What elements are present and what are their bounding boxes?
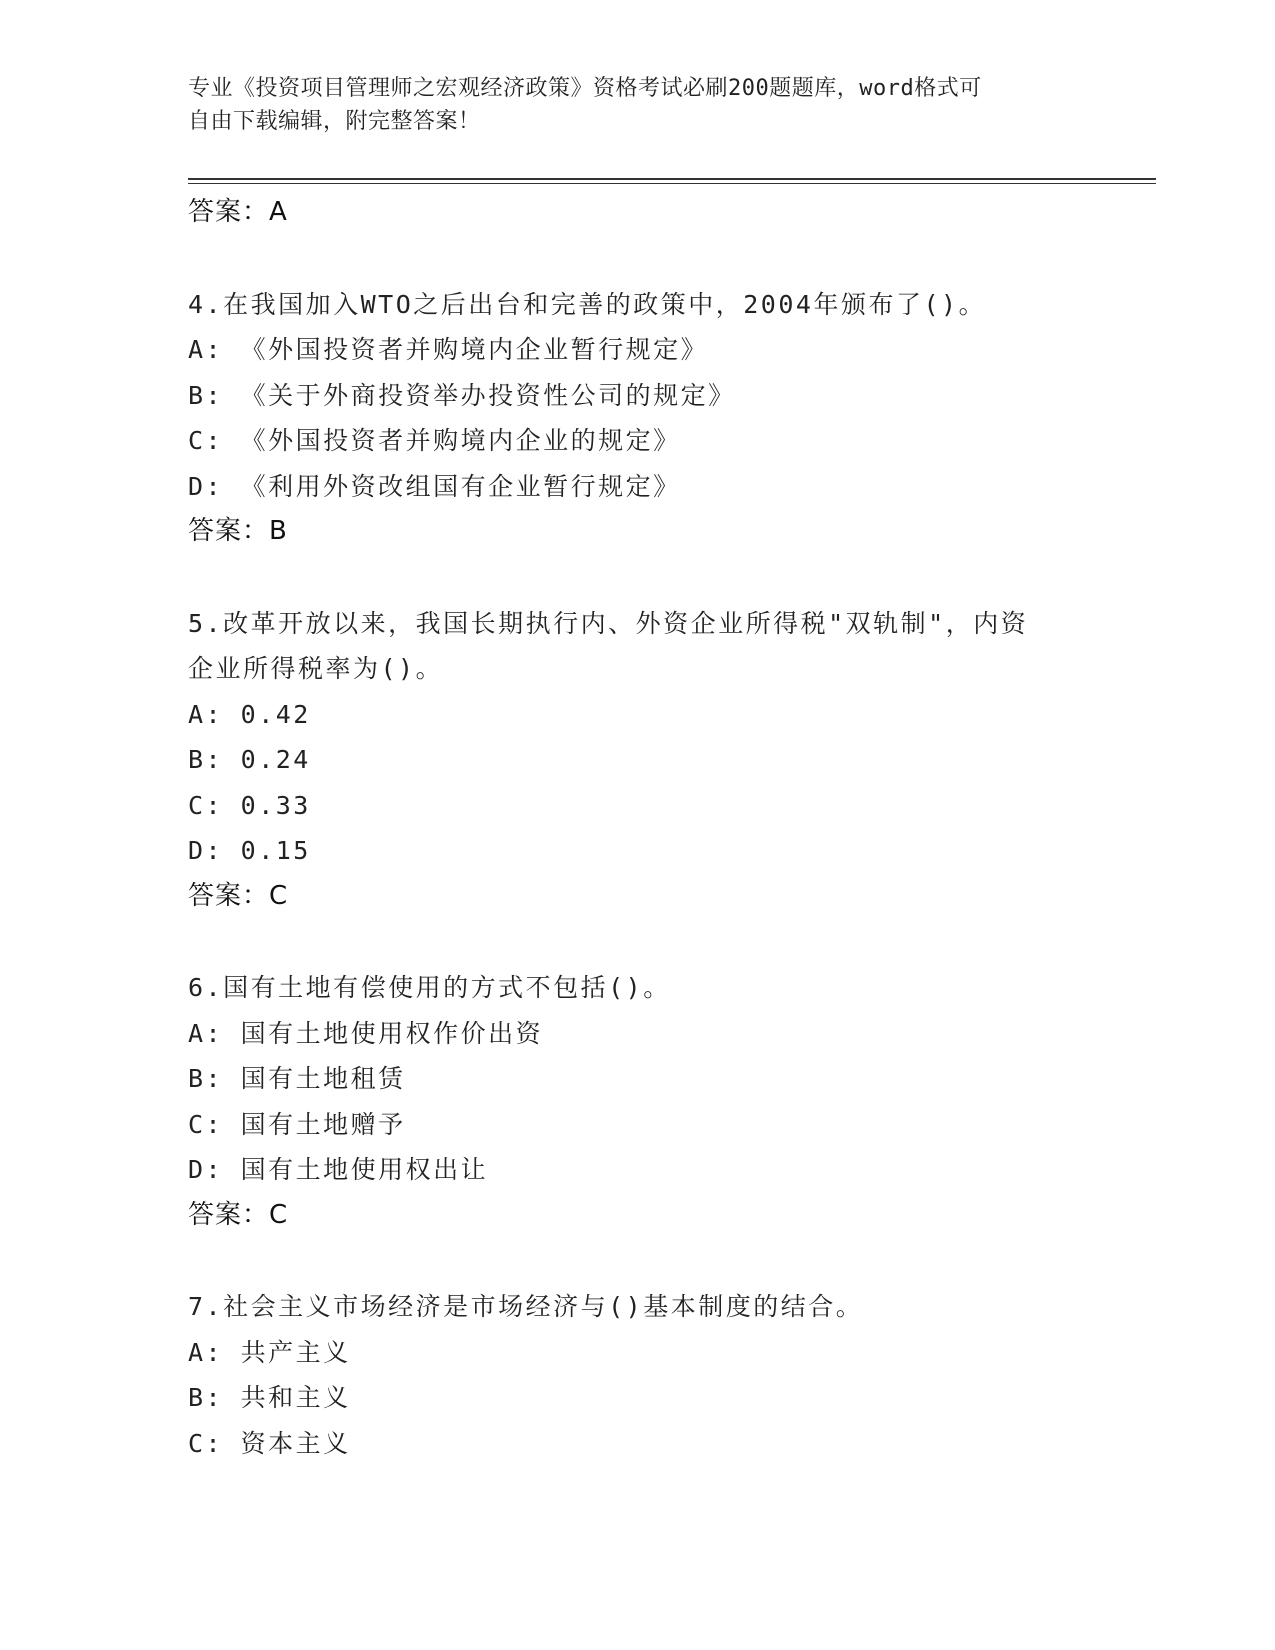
question-stem: 7.社会主义市场经济是市场经济与()基本制度的结合。: [188, 1292, 864, 1321]
question-stem: 4.在我国加入WTO之后出台和完善的政策中，2004年颁布了()。: [188, 289, 987, 319]
question-item: [188, 1284, 1088, 1466]
spacer: [188, 919, 1088, 965]
question-stem-continued: 企业所得税率为()。: [188, 654, 444, 683]
option-b: B: 国有土地租赁: [188, 1064, 406, 1093]
question-item: [188, 601, 1088, 920]
header-divider: [188, 178, 1156, 180]
answer-line: 答案：C: [188, 880, 289, 911]
option-c: C: 0.33: [188, 790, 311, 820]
question-item: [188, 965, 1088, 1238]
option-d: D: 0.15: [188, 836, 311, 865]
question-list: [188, 190, 1088, 1466]
header-line-1: 专业《投资项目管理师之宏观经济政策》资格考试必刷200题题库，word格式可: [188, 76, 982, 101]
answer-line: 答案：C: [188, 1199, 289, 1230]
option-a: A: 共产主义: [188, 1337, 351, 1367]
answer-line: 答案：A: [188, 197, 288, 227]
option-a: A: 国有土地使用权作价出资: [188, 1018, 544, 1048]
option-b: B: 0.24: [188, 745, 311, 774]
option-a: A: 0.42: [188, 699, 311, 729]
spacer: [188, 1238, 1088, 1284]
question-stem: 5.改革开放以来，我国长期执行内、外资企业所得税"双轨制"，内资: [188, 608, 1029, 638]
spacer: [188, 555, 1088, 601]
header-line-2: 自由下载编辑，附完整答案！: [188, 109, 481, 134]
question-stem: 6.国有土地有偿使用的方式不包括()。: [188, 973, 671, 1002]
option-b: B: 共和主义: [188, 1383, 351, 1412]
option-d: D: 国有土地使用权出让: [188, 1155, 489, 1184]
question-item: [188, 282, 1088, 555]
option-d: D: 《利用外资改组国有企业暂行规定》: [188, 471, 681, 501]
spacer: [188, 236, 1088, 282]
answer-line: 答案：B: [188, 516, 288, 546]
option-c: C: 《外国投资者并购境内企业的规定》: [188, 426, 681, 455]
option-a: A: 《外国投资者并购境内企业暂行规定》: [188, 335, 709, 364]
option-b: B: 《关于外商投资举办投资性公司的规定》: [188, 380, 736, 410]
document-header: [188, 72, 1068, 138]
option-c: C: 资本主义: [188, 1428, 351, 1458]
option-c: C: 国有土地赠予: [188, 1109, 406, 1139]
header-divider-thin: [188, 183, 1156, 184]
